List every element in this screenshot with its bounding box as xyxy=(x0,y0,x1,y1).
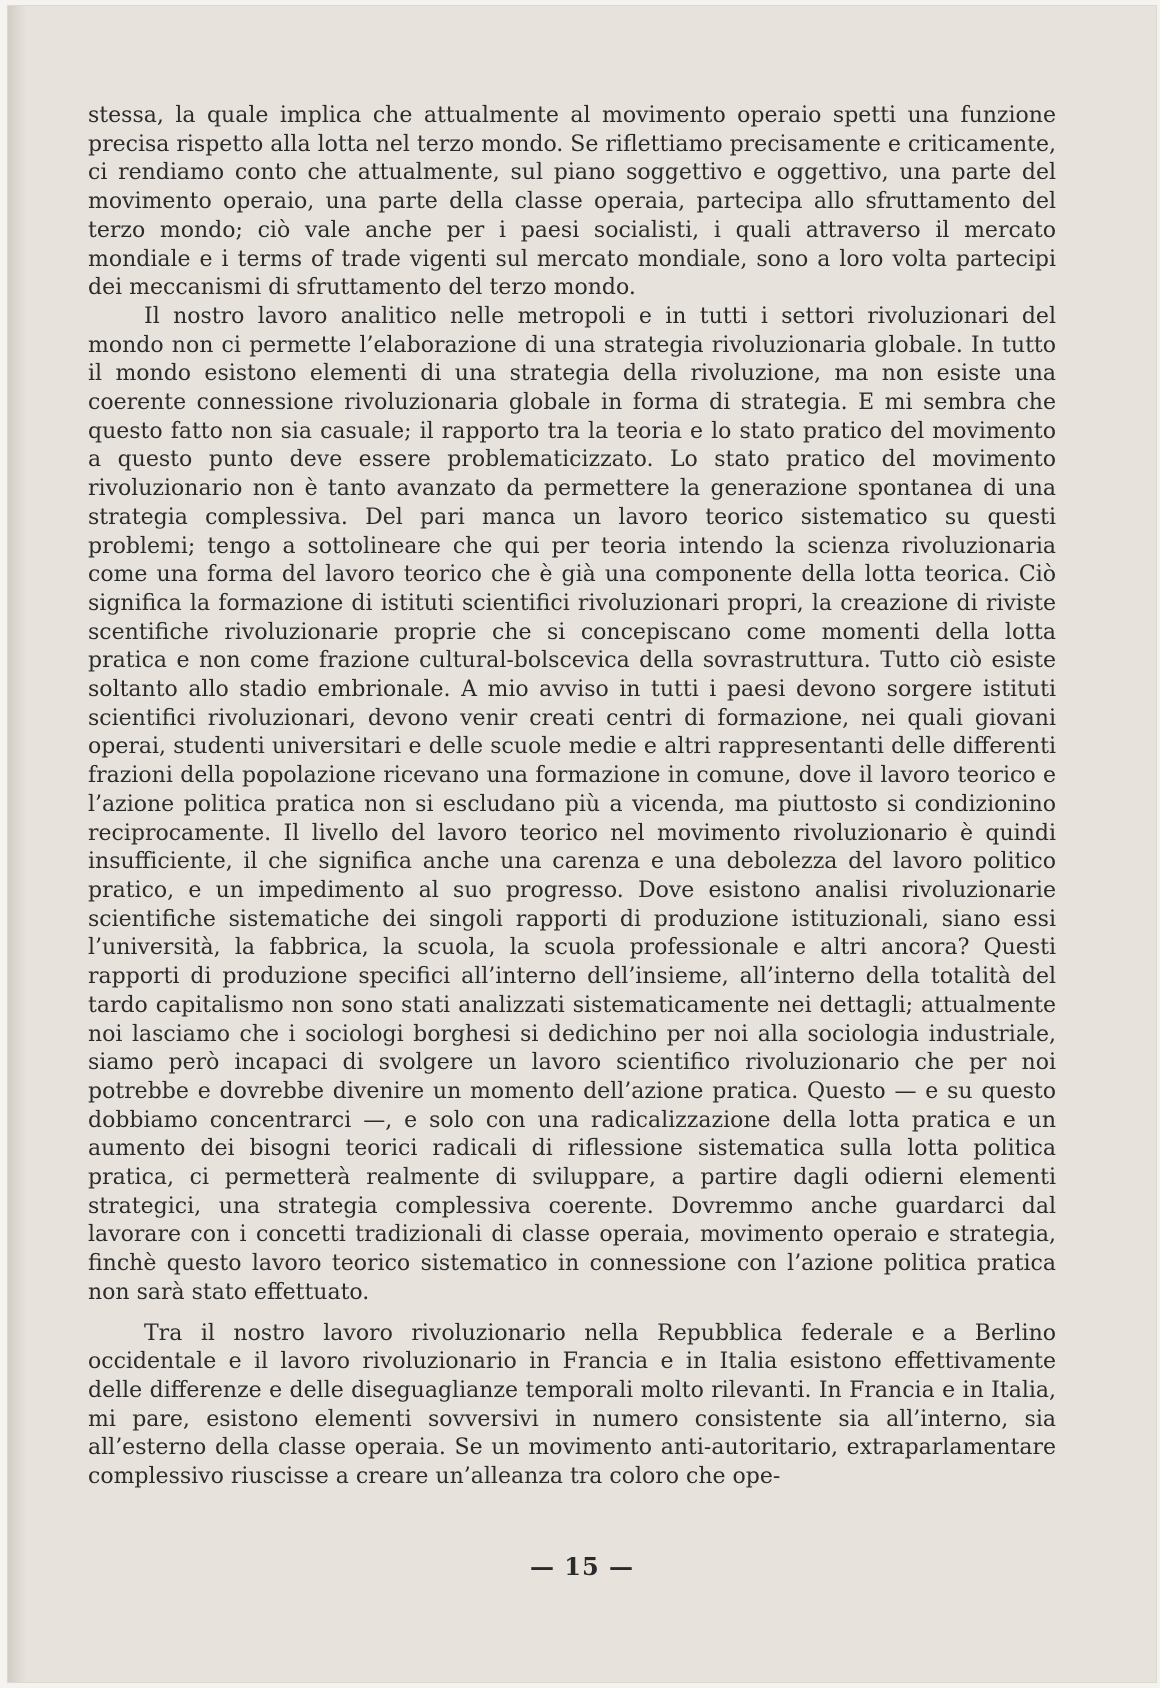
body-text xyxy=(88,102,1056,1492)
page-number: — 15 — xyxy=(529,1552,635,1581)
document-page xyxy=(8,6,1156,1682)
paragraph-1: stessa, la quale implica che attualmente al movimento operaio spetti una funzione precisa rispetto alla lotta nel terzo mondo. Se riflettiamo precisamente e criticamente, ci rendiamo conto che attualmente, sul piano soggettivo e oggettivo, una parte del movimento operaio, una parte della classe operaia, partecipa allo sfruttamento del terzo mondo; ciò vale anche per i paesi socialisti, i quali attraverso il mercato mondiale e i terms of trade vigenti sul mercato mondiale, sono a loro volta partecipi dei meccanismi di sfruttamento del terzo mondo. xyxy=(88,103,1056,301)
paragraph-2: Il nostro lavoro analitico nelle metropoli e in tutti i settori rivoluzionari del mondo non ci permette l’elaborazione di una strategia rivoluzionaria globale. In tutto il mondo esistono elementi di una strategia della rivoluzione, ma non esiste una coerente connessione rivoluzionaria globale in forma di strategia. E mi sembra che questo fatto non sia casuale; il rapporto tra la teoria e lo stato pratico del movimento a questo punto deve essere problematicizzato. Lo stato pratico del movimento rivoluzionario non è tanto avanzato da permettere la generazione spontanea di una strategia complessiva. Del pari manca un lavoro teorico sistematico su questi problemi; tengo a sottolineare che qui per teoria intendo la scienza rivoluzionaria come una forma del lavoro teorico che è già una componente della lotta teorica. Ciò significa la formazione di istituti scientifici rivoluzionari propri, la creazione di riviste scentifiche rivoluzionarie proprie che si concepiscano come momenti della lotta pratica e non come frazione cultural-bolscevica della sovrastruttura. Tutto ciò esiste soltanto allo stadio embrionale. A mio avviso in tutti i paesi devono sorgere istituti scientifici rivoluzionari, devono venir creati centri di formazione, nei quali giovani operai, studenti universitari e delle scuole medie e altri rappresentanti delle differenti frazioni della popolazione ricevano una formazione in comune, dove il lavoro teorico e l’azione politica pratica non si escludano più a vicenda, ma piuttosto si condizionino reciprocamente. Il livello del lavoro teorico nel movimento rivoluzionario è quindi insufficiente, il che significa anche una carenza e una debolezza del lavoro politico pratico, e un impedimento al suo progresso. Dove esistono analisi rivoluzionarie scientifiche sistematiche dei singoli rapporti di produzione istituzionali, siano essi l’università, la fabbrica, la scuola, la scuola professionale e altri ancora? Questi rapporti di produzione specifici all’interno dell’insieme, all’interno della totalità del tardo capitalismo non sono stati analizzati sistematicamente nei dettagli; attualmente noi lasciamo che i sociologi borghesi si dedichino per noi alla sociologia industriale, siamo però incapaci di svolgere un lavoro scientifico rivoluzionario che per noi potrebbe e dovrebbe divenire un momento dell’azione pratica. Questo — e su questo dobbiamo concentrarci —, e solo con una radicalizzazione della lotta pratica e un aumento dei bisogni teorici radicali di riflessione sistematica sulla lotta politica pratica, ci permetterà realmente di sviluppare, a partire dagli odierni elementi strategici, una strategia complessiva coerente. Dovremmo anche guardarci dal lavorare con i concetti tradizionali di classe operaia, movimento operaio e strategia, finchè questo lavoro teorico sistematico in connessione con l’azione politica pratica non sarà stato effettuato. xyxy=(88,303,1056,1305)
paragraph-3: Tra il nostro lavoro rivoluzionario nella Repubblica federale e a Berlino occidentale e il lavoro rivoluzionario in Francia e in Italia esistono effettivamente delle differenze e delle diseguaglianze temporali molto rilevanti. In Francia e in Italia, mi pare, esistono elementi sovversivi in numero consistente sia all’interno, sia all’esterno della classe operaia. Se un movimento anti-autoritario, extraparlamentare complessivo riuscisse a creare un’alleanza tra coloro che ope- xyxy=(88,1320,1056,1490)
page-edge-shadow xyxy=(8,6,26,1682)
